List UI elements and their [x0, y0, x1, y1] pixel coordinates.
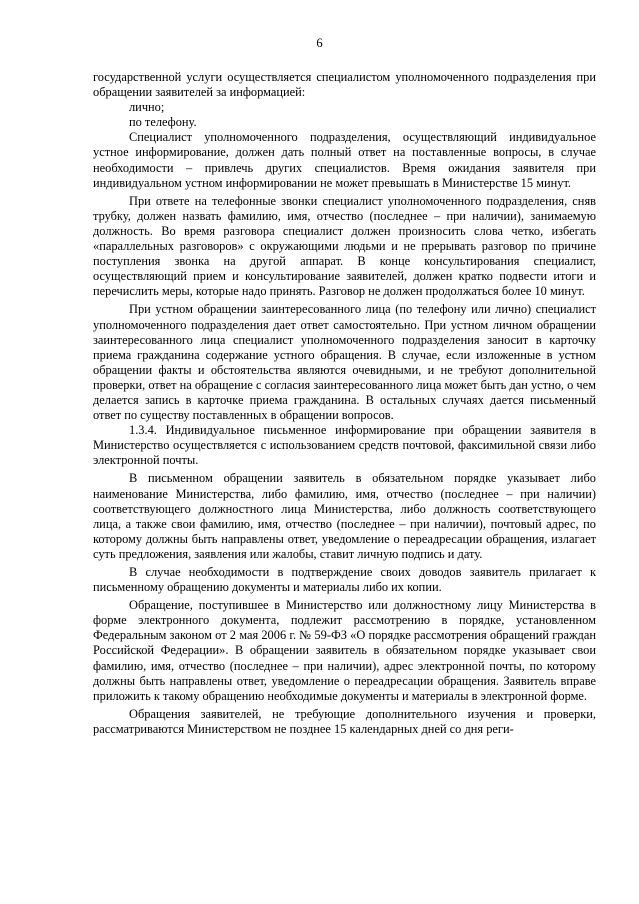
- list-item: по телефону.: [129, 115, 197, 130]
- paragraph: Обращения заявителей, не требующие дополнительного изучения и проверки, рассматриваются Министерством не позднее 15 календарных дней со дня реги-: [93, 706, 596, 736]
- list-item: лично;: [129, 100, 165, 115]
- document-body: [93, 70, 596, 737]
- paragraph: В письменном обращении заявитель в обязательном порядке указывает либо наименование Министерства, либо фамилию, имя, отчество (последнее – при наличии) соответствующего должностного лица Министерства, либо должность соответствующего лица, а также свои фамилию, имя, отчество (последнее – при наличии), почтовый адрес, по которому должны быть направлены ответ, уведомление о переадресации обращения, излагает суть предложения, заявления или жалобы, ставит личную подпись и дату.: [93, 471, 596, 561]
- paragraph: В случае необходимости в подтверждение своих доводов заявитель прилагает к письменному обращению документы и материалы либо их копии.: [93, 565, 596, 595]
- paragraph: 1.3.4. Индивидуальное письменное информирование при обращении заявителя в Министерство осуществляется с использованием средств почтовой, факсимильной связи либо электронной почты.: [93, 423, 596, 468]
- paragraph: государственной услуги осуществляется специалистом уполномоченного подразделения при обращении заявителей за информацией:: [93, 70, 596, 100]
- paragraph: При устном обращении заинтересованного лица (по телефону или лично) специалист уполномоченного подразделения дает ответ самостоятельно. При устном личном обращении заинтересованного лица специалист уполномоченного подразделения заносит в карточку приема гражданина содержание устного обращения. В случае, если изложенные в устном обращении факты и обстоятельства являются очевидными, и не требуют дополнительной проверки, ответ на обращение с согласия заинтересованного лица может быть дан устно, о чем делается запись в карточке приема гражданина. В остальных случаях дается письменный ответ по существу поставленных в обращении вопросов.: [93, 302, 596, 423]
- paragraph: При ответе на телефонные звонки специалист уполномоченного подразделения, сняв трубку, должен назвать фамилию, имя, отчество (последнее – при наличии), занимаемую должность. Во время разговора специалист должен произносить слова четко, избегать «параллельных разговоров» с окружающими людьми и не прерывать разговор по причине поступления звонка на другой аппарат. В конце консультирования специалист, осуществляющий прием и консультирование заявителей, должен кратко подвести итоги и перечислить меры, которые надо принять. Разговор не должен продолжаться более 10 минут.: [93, 193, 596, 299]
- paragraph: Обращение, поступившее в Министерство или должностному лицу Министерства в форме электронного документа, подлежит рассмотрению в порядке, установленном Федеральным законом от 2 мая 2006 г. № 59-ФЗ «О порядке рассмотрения обращений граждан Российской Федерации». В обращении заявитель в обязательном порядке указывает свои фамилию, имя, отчество (последнее – при наличии), адрес электронной почты, по которому должны быть направлены ответ, уведомление о переадресации обращения. Заявитель вправе приложить к такому обращению необходимые документы и материалы в электронной форме.: [93, 598, 596, 703]
- page-number: 6: [316, 36, 323, 50]
- paragraph: Специалист уполномоченного подразделения, осуществляющий индивидуальное устное информирование, должен дать полный ответ на поставленные вопросы, в случае необходимости – привлечь других специалистов. Время ожидания заявителя при индивидуальном устном информировании не может превышать в Министерстве 15 минут.: [93, 130, 596, 190]
